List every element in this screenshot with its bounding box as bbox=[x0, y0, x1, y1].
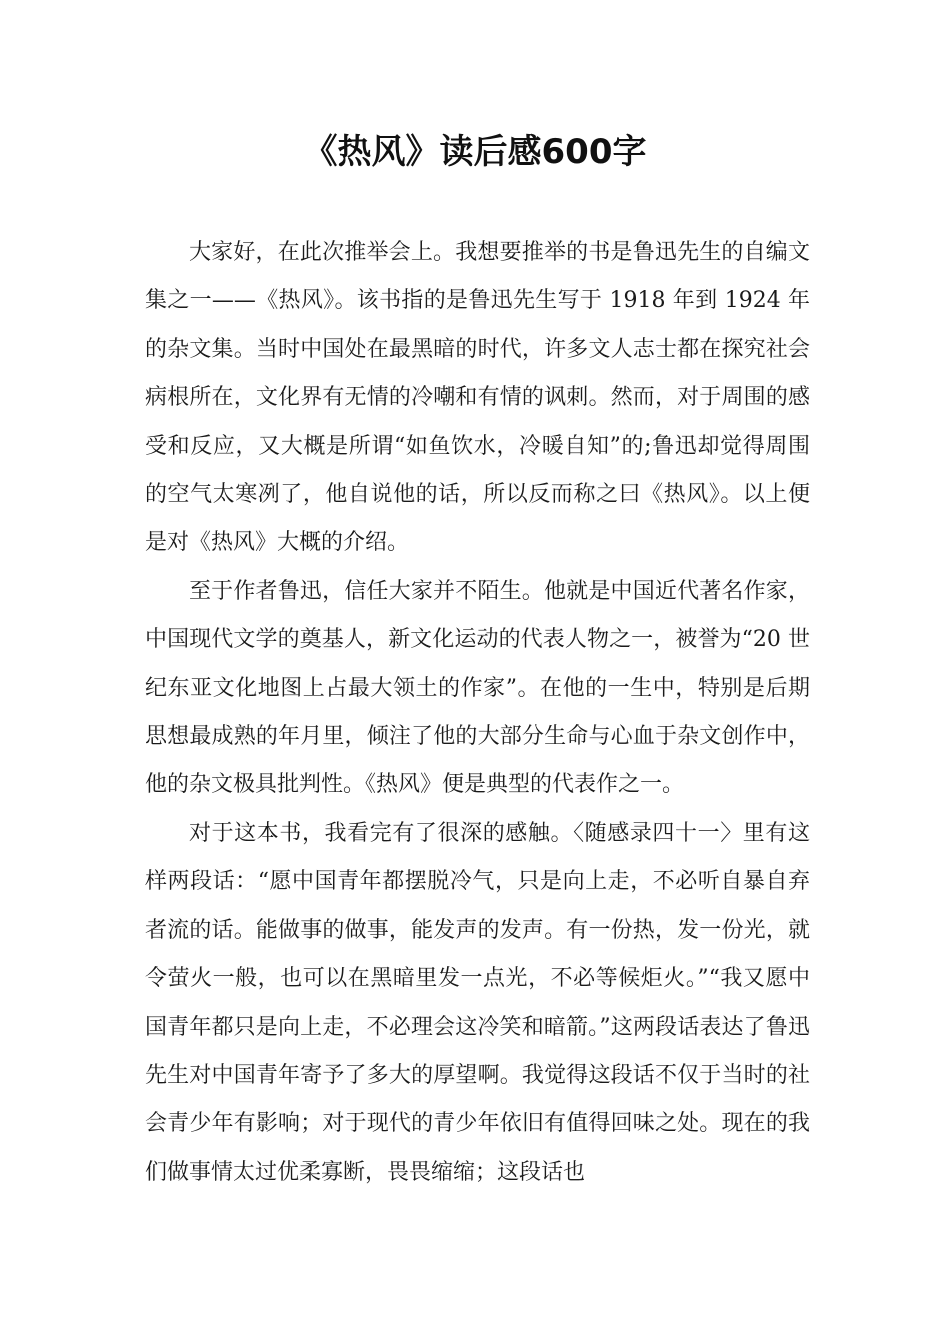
paragraph-author: 至于作者鲁迅，信任大家并不陌生。他就是中国近代著名作家，中国现代文学的奠基人，新文化运动的代表人物之一，被誉为“20 世纪东亚文化地图上占最大领土的作家”。在他的一生中，特别是后期思想最成熟的年月里，倾注了他的大部分生命与心血于杂文创作中，他的杂文极具批判性。《热风》便是典型的代表作之一。 bbox=[145, 578, 810, 798]
paragraph-reflection: 对于这本书，我看完有了很深的感触。〈随感录四十一〉里有这样两段话：“愿中国青年都摆脱冷气，只是向上走，不必听自暴自弃者流的话。能做事的做事，能发声的发声。有一份热，发一份光，就令萤火一般，也可以在黑暗里发一点光，不必等候炬火。”“我又愿中国青年都只是向上走，不必理会这冷笑和暗箭。”这两段话表达了鲁迅先生对中国青年寄予了多大的厚望啊。我觉得这段话不仅于当时的社会青少年有影响；对于现代的青少年依旧有值得回味之处。现在的我们做事情太过优柔寡断，畏畏缩缩；这段话也 bbox=[145, 820, 810, 1185]
paragraph-intro: 大家好，在此次推举会上。我想要推举的书是鲁迅先生的自编文集之一——《热风》。该书指的是鲁迅先生写于 1918 年到 1924 年的杂文集。当时中国处在最黑暗的时代，许多文人志士都在探究社会病根所在，文化界有无情的冷嘲和有情的讽刺。然而，对于周围的感受和反应，又大概是所谓“如鱼饮水，冷暖自知”的;鲁迅却觉得周围的空气太寒冽了，他自说他的话，所以反而称之曰《热风》。以上便是对《热风》大概的介绍。 bbox=[145, 240, 810, 556]
document-title: 《热风》读后感600字 bbox=[303, 132, 647, 172]
document-body bbox=[145, 229, 810, 1197]
